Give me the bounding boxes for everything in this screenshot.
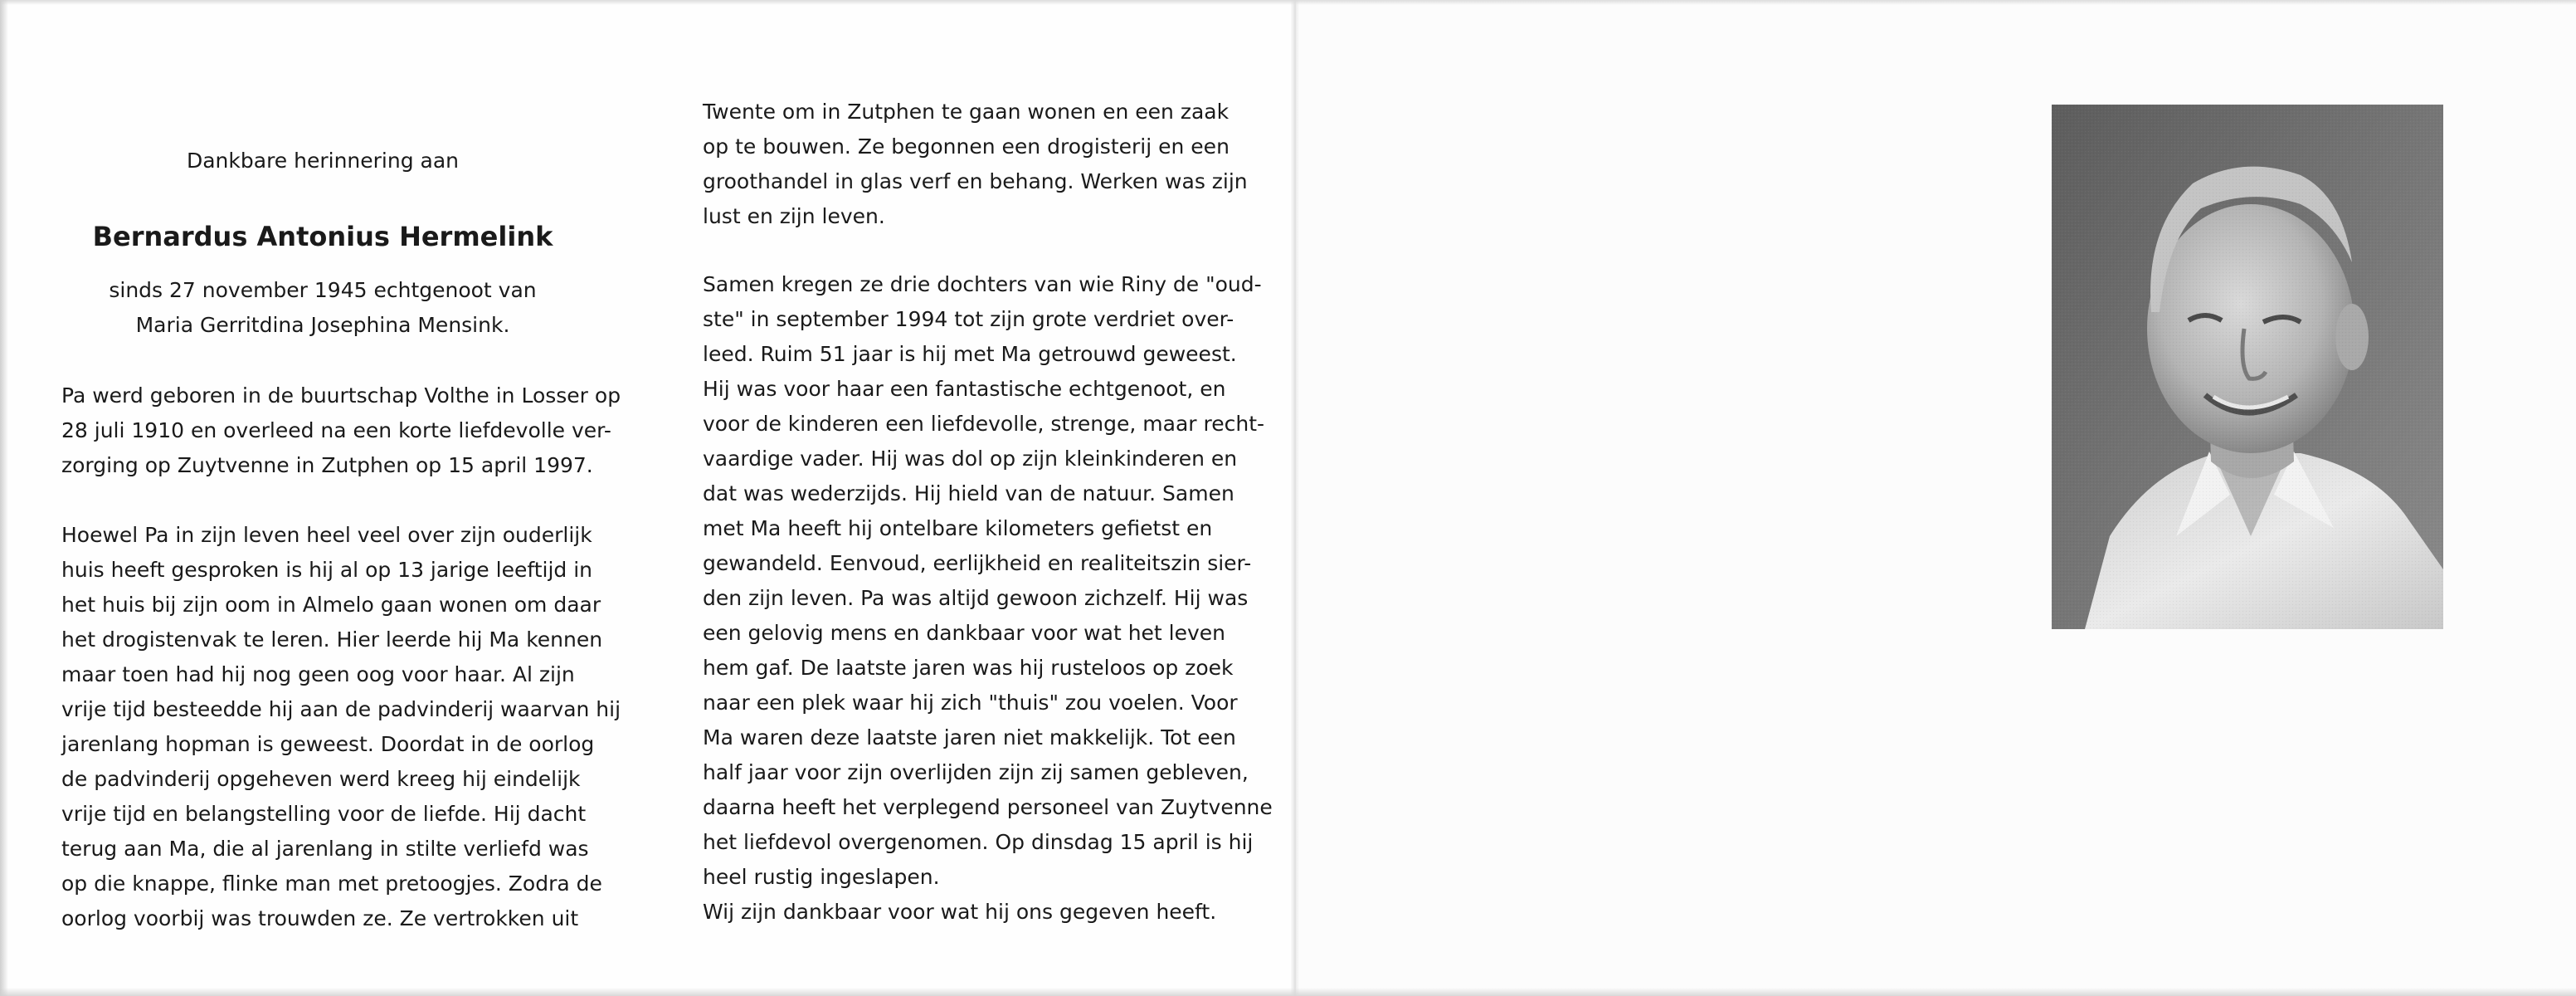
- text-line: oorlog voorbij was trouwden ze. Ze vertrokken uit: [61, 906, 579, 930]
- text-line: jarenlang hopman is geweest. Doordat in de oorlog: [61, 732, 595, 756]
- text-line: vrije tijd besteedde hij aan de padvinderij waarvan hij: [61, 697, 621, 721]
- text-line: huis heeft gesproken is hij al op 13 jarige leeftijd in: [61, 558, 592, 582]
- text-line: leed. Ruim 51 jaar is hij met Ma getrouwd geweest.: [703, 342, 1237, 366]
- card-fold: [1291, 0, 1299, 996]
- text-line: een gelovig mens en dankbaar voor wat het leven: [703, 621, 1226, 645]
- text-line: groothandel in glas verf en behang. Werken was zijn: [703, 169, 1248, 193]
- portrait-photo: [2052, 105, 2443, 629]
- text-line: gewandeld. Eenvoud, eerlijkheid en realiteitszin sier-: [703, 551, 1252, 575]
- text-line: het huis bij zijn oom in Almelo gaan wonen om daar: [61, 593, 601, 617]
- text-line: Ma waren deze laatste jaren niet makkelijk. Tot een: [703, 725, 1236, 749]
- text-line: zorging op Zuytvenne in Zutphen op 15 april 1997.: [61, 453, 593, 477]
- text-line: vaardige vader. Hij was dol op zijn kleinkinderen en: [703, 447, 1238, 471]
- text-line: hem gaf. De laatste jaren was hij rusteloos op zoek: [703, 656, 1234, 680]
- text-line: met Ma heeft hij ontelbare kilometers gefietst en: [703, 516, 1213, 540]
- text-line: den zijn leven. Pa was altijd gewoon zichzelf. Hij was: [703, 586, 1249, 610]
- portrait-illustration: [2052, 105, 2443, 629]
- text-line: terug aan Ma, die al jarenlang in stilte verliefd was: [61, 837, 589, 861]
- intro-text: Dankbare herinnering aan: [186, 149, 460, 173]
- text-line: dat was wederzijds. Hij hield van de natuur. Samen: [703, 481, 1234, 505]
- text-line: het liefdevol overgenomen. Op dinsdag 15 april is hij: [703, 830, 1254, 854]
- text-line: Samen kregen ze drie dochters van wie Riny de "oud-: [703, 272, 1262, 296]
- deceased-name: Bernardus Antonius Hermelink: [92, 221, 553, 252]
- text-line: half jaar voor zijn overlijden zijn zij samen gebleven,: [703, 760, 1249, 784]
- spouse-line-1: sinds 27 november 1945 echtgenoot van: [109, 278, 537, 302]
- paragraph-family: [703, 267, 1273, 930]
- paper-edge-top: [0, 0, 2576, 5]
- text-line: de padvinderij opgeheven werd kreeg hij eindelijk: [61, 767, 581, 791]
- text-line: 28 juli 1910 en overleed na een korte liefdevolle ver-: [61, 418, 611, 442]
- text-line: maar toen had hij nog geen oog voor haar. Al zijn: [61, 662, 575, 686]
- text-line: Hij was voor haar een fantastische echtgenoot, en: [703, 377, 1226, 401]
- paragraph-birth: [61, 378, 621, 483]
- text-line: Twente om in Zutphen te gaan wonen en een zaak: [703, 100, 1230, 124]
- text-line: Hoewel Pa in zijn leven heel veel over zijn ouderlijk: [61, 523, 592, 547]
- text-line: daarna heeft het verplegend personeel van Zuytvenne: [703, 795, 1273, 819]
- text-line: heel rustig ingeslapen.: [703, 865, 940, 889]
- text-line: vrije tijd en belangstelling voor de liefde. Hij dacht: [61, 802, 587, 826]
- text-line: Pa werd geboren in de buurtschap Volthe in Losser op: [61, 383, 621, 408]
- text-line: ste" in september 1994 tot zijn grote verdriet over-: [703, 307, 1234, 331]
- text-line: naar een plek waar hij zich "thuis" zou voelen. Voor: [703, 691, 1238, 715]
- paper-edge-left: [0, 0, 8, 996]
- text-line: het drogistenvak te leren. Hier leerde hij Ma kennen: [61, 627, 603, 652]
- text-line: Wij zijn dankbaar voor wat hij ons gegeven heeft.: [703, 900, 1217, 924]
- text-line: op die knappe, flinke man met pretoogjes. Zodra de: [61, 872, 602, 896]
- text-line: lust en zijn leven.: [703, 204, 885, 228]
- spouse-line-2: Maria Gerritdina Josephina Mensink.: [135, 313, 510, 337]
- paragraph-life-early: [61, 518, 621, 936]
- text-line: op te bouwen. Ze begonnen een drogisterij en een: [703, 134, 1230, 159]
- text-line: voor de kinderen een liefdevolle, strenge, maar recht-: [703, 412, 1265, 436]
- paragraph-business: [703, 95, 1248, 234]
- paper-edge-bottom: [0, 988, 2576, 996]
